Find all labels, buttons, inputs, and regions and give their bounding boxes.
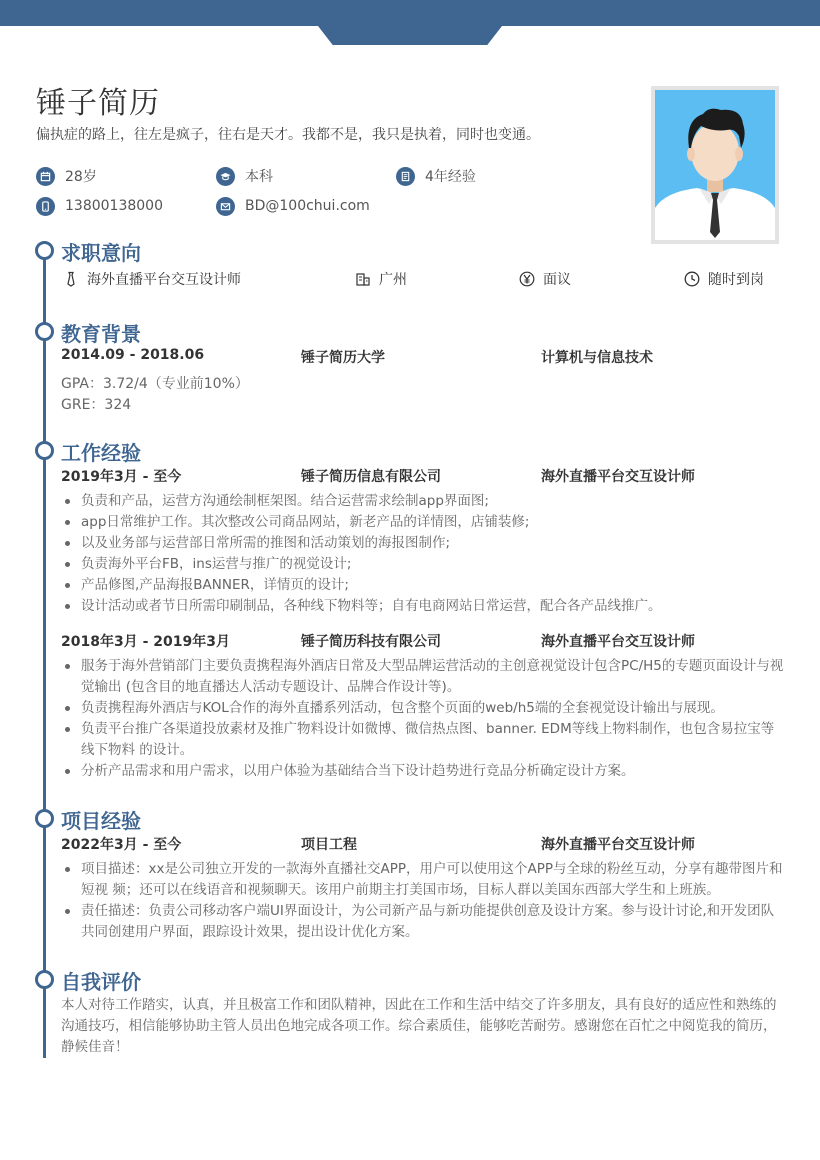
job-role: 海外直播平台交互设计师: [541, 469, 695, 485]
job-period: 2018年3月 - 2019年3月: [61, 634, 230, 650]
job-row: [61, 631, 783, 651]
info-experience-text: 4年经验: [425, 169, 476, 185]
info-email-text: BD@100chui.com: [245, 198, 370, 214]
resume-name: 锤子简历: [36, 86, 160, 121]
education-row: [61, 347, 783, 367]
timeline-dot: [35, 970, 54, 989]
education-gre: GRE：324: [61, 397, 132, 413]
timeline-dot: [35, 241, 54, 260]
info-age: [36, 166, 97, 186]
info-degree-text: 本科: [245, 169, 273, 185]
job-company: 锤子简历信息有限公司: [301, 469, 441, 485]
phone-icon: [36, 197, 55, 216]
list-item: 产品修图,产品海报BANNER，详情页的设计;: [61, 575, 785, 596]
timeline-line: [43, 250, 46, 1058]
tie-icon: [63, 271, 79, 287]
profile-photo: [651, 86, 779, 244]
list-item: 负责平台推广各渠道投放素材及推广物料设计如微博、微信热点图、banner. EDM等线上物料制作，也包含易拉宝等线下物料 的设计。: [61, 719, 785, 761]
job-period: 2019年3月 - 至今: [61, 469, 182, 485]
education-major: 计算机与信息技术: [541, 350, 653, 366]
motto: 偏执症的路上，往左是疯子，往右是天才。我都不是，我只是执着，同时也变通。: [36, 127, 540, 143]
building-icon: [355, 271, 371, 287]
education-period: 2014.09 - 2018.06: [61, 347, 205, 363]
job-role: 海外直播平台交互设计师: [541, 634, 695, 650]
job-company: 锤子简历科技有限公司: [301, 634, 441, 650]
list-item: 项目描述：xx是公司独立开发的一款海外直播社交APP，用户可以使用这个APP与全球的粉丝互动，分享有趣带图片和短视 频；还可以在线语音和视频聊天。该用户前期主打美国市场，目标人群以美国东西部大学生和上班族。: [61, 859, 785, 901]
info-age-text: 28岁: [65, 169, 97, 185]
job-duties-list: [61, 491, 785, 617]
info-email: [216, 196, 370, 216]
project-name: 项目工程: [301, 837, 357, 853]
avatar-illustration: [655, 90, 775, 240]
timeline-dot: [35, 322, 54, 341]
top-banner-tab: [318, 26, 502, 45]
list-item: 以及业务部与运营部日常所需的推图和活动策划的海报图制作;: [61, 533, 785, 554]
section-title-work: 工作经验: [61, 441, 141, 465]
intent-salary: [519, 268, 571, 290]
intent-salary-text: 面议: [543, 272, 571, 288]
list-item: 负责和产品，运营方沟通绘制框架图。结合运营需求绘制app界面图;: [61, 491, 785, 512]
section-title-self: 自我评价: [61, 970, 141, 994]
intent-availability: [684, 268, 764, 290]
section-title-education: 教育背景: [61, 322, 141, 346]
graduation-cap-icon: [216, 167, 235, 186]
intent-city: [355, 268, 407, 290]
info-degree: [216, 166, 273, 186]
timeline-dot: [35, 809, 54, 828]
info-phone: [36, 196, 163, 216]
list-item: 设计活动或者节日所需印刷制品，各种线下物料等；自有电商网站日常运营，配合各产品线推广。: [61, 596, 785, 617]
list-item: 负责携程海外酒店与KOL合作的海外直播系列活动，包含整个页面的web/h5端的全套视觉设计输出与展现。: [61, 698, 785, 719]
education-gpa: GPA：3.72/4（专业前10%）: [61, 376, 249, 392]
clock-icon: [684, 271, 700, 287]
list-item: app日常维护工作。其次整改公司商品网站，新老产品的详情图，店铺装修;: [61, 512, 785, 533]
list-item: 责任描述：负责公司移动客户端UI界面设计，为公司新产品与新功能提供创意及设计方案。参与设计讨论,和开发团队 共同创建用户界面，跟踪设计效果，提出设计优化方案。: [61, 901, 785, 943]
project-details-list: [61, 859, 785, 943]
section-title-intent: 求职意向: [61, 241, 141, 265]
timeline-dot: [35, 441, 54, 460]
intent-position: [63, 268, 241, 290]
list-item: 负责海外平台FB，ins运营与推广的视觉设计;: [61, 554, 785, 575]
document-icon: [396, 167, 415, 186]
project-period: 2022年3月 - 至今: [61, 837, 182, 853]
list-item: 服务于海外营销部门主要负责携程海外酒店日常及大型品牌运营活动的主创意视觉设计包含PC/H5的专题页面设计与视觉输出 (包含目的地直播达人活动专题设计、品牌合作设计等)。: [61, 656, 785, 698]
intent-position-text: 海外直播平台交互设计师: [87, 272, 241, 288]
top-banner: [0, 0, 820, 26]
yen-icon: [519, 271, 535, 287]
job-duties-list: [61, 656, 785, 782]
project-role: 海外直播平台交互设计师: [541, 837, 695, 853]
info-phone-text: 13800138000: [65, 198, 163, 214]
calendar-icon: [36, 167, 55, 186]
info-experience: [396, 166, 476, 186]
section-title-project: 项目经验: [61, 809, 141, 833]
list-item: 分析产品需求和用户需求，以用户体验为基础结合当下设计趋势进行竞品分析确定设计方案。: [61, 761, 785, 782]
project-row: [61, 834, 783, 854]
self-evaluation-text: 本人对待工作踏实，认真，并且极富工作和团队精神，因此在工作和生活中结交了许多朋友，具有良好的适应性和熟练的沟通技巧，相信能够协助主管人员出色地完成各项工作。综合素质佳，能够吃苦耐劳。感谢您在百忙之中阅览我的简历，静候佳音！: [61, 997, 777, 1055]
intent-city-text: 广州: [379, 272, 407, 288]
education-school: 锤子简历大学: [301, 350, 385, 366]
mail-icon: [216, 197, 235, 216]
job-row: [61, 466, 783, 486]
intent-availability-text: 随时到岗: [708, 272, 764, 288]
